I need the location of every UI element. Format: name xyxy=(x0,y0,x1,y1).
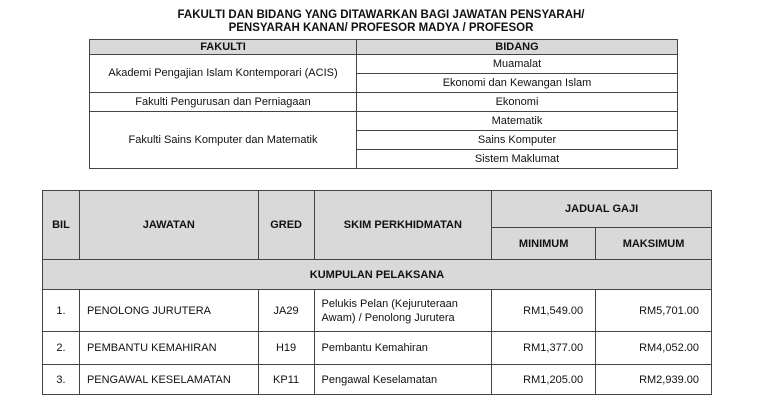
cell-skim: Pengawal Keselamatan xyxy=(314,365,492,395)
cell-minimum: RM1,377.00 xyxy=(492,332,596,365)
cell-bil: 3. xyxy=(43,365,80,395)
field-name: Ekonomi dan Kewangan Islam xyxy=(357,74,678,93)
field-name: Sistem Maklumat xyxy=(357,150,678,169)
group-row xyxy=(43,260,712,290)
field-name: Matematik xyxy=(357,112,678,131)
table-row xyxy=(43,290,712,332)
title-line-2: PENSYARAH KANAN/ PROFESOR MADYA / PROFESOR xyxy=(228,22,534,34)
cell-maksimum: RM4,052.00 xyxy=(596,332,712,365)
cell-jawatan: PENOLONG JURUTERA xyxy=(79,290,258,332)
faculty-name: Fakulti Sains Komputer dan Matematik xyxy=(90,112,357,169)
field-name: Ekonomi xyxy=(357,93,678,112)
table-row xyxy=(43,365,712,395)
cell-jawatan: PEMBANTU KEMAHIRAN xyxy=(79,332,258,365)
header-jadual-gaji: JADUAL GAJI xyxy=(492,191,712,228)
header-gred: GRED xyxy=(258,191,314,260)
cell-minimum: RM1,205.00 xyxy=(492,365,596,395)
header-jawatan: JAWATAN xyxy=(79,191,258,260)
cell-gred: H19 xyxy=(258,332,314,365)
field-name: Muamalat xyxy=(357,55,678,74)
document-title xyxy=(0,9,762,35)
faculty-table xyxy=(89,39,678,169)
group-label: KUMPULAN PELAKSANA xyxy=(43,260,712,290)
table-row xyxy=(43,332,712,365)
table-row xyxy=(90,112,678,131)
cell-gred: KP11 xyxy=(258,365,314,395)
title-line-1: FAKULTI DAN BIDANG YANG DITAWARKAN BAGI JAWATAN PENSYARAH/ xyxy=(177,9,585,21)
cell-gred: JA29 xyxy=(258,290,314,332)
cell-skim: Pembantu Kemahiran xyxy=(314,332,492,365)
header-minimum: MINIMUM xyxy=(492,228,596,260)
cell-skim: Pelukis Pelan (Kejuruteraan Awam) / Penolong Jurutera xyxy=(314,290,492,332)
faculty-name: Fakulti Pengurusan dan Perniagaan xyxy=(90,93,357,112)
cell-maksimum: RM5,701.00 xyxy=(596,290,712,332)
table-row xyxy=(90,55,678,74)
position-table-header xyxy=(43,191,712,228)
header-bidang: BIDANG xyxy=(357,40,678,55)
field-name: Sains Komputer xyxy=(357,131,678,150)
cell-minimum: RM1,549.00 xyxy=(492,290,596,332)
header-bil: BIL xyxy=(43,191,80,260)
header-skim: SKIM PERKHIDMATAN xyxy=(314,191,492,260)
table-row xyxy=(90,93,678,112)
cell-jawatan: PENGAWAL KESELAMATAN xyxy=(79,365,258,395)
faculty-table-header xyxy=(90,40,678,55)
cell-bil: 1. xyxy=(43,290,80,332)
cell-bil: 2. xyxy=(43,332,80,365)
position-table xyxy=(42,190,712,395)
faculty-name: Akademi Pengajian Islam Kontemporari (ACIS) xyxy=(90,55,357,93)
header-fakulti: FAKULTI xyxy=(90,40,357,55)
cell-maksimum: RM2,939.00 xyxy=(596,365,712,395)
header-maksimum: MAKSIMUM xyxy=(596,228,712,260)
